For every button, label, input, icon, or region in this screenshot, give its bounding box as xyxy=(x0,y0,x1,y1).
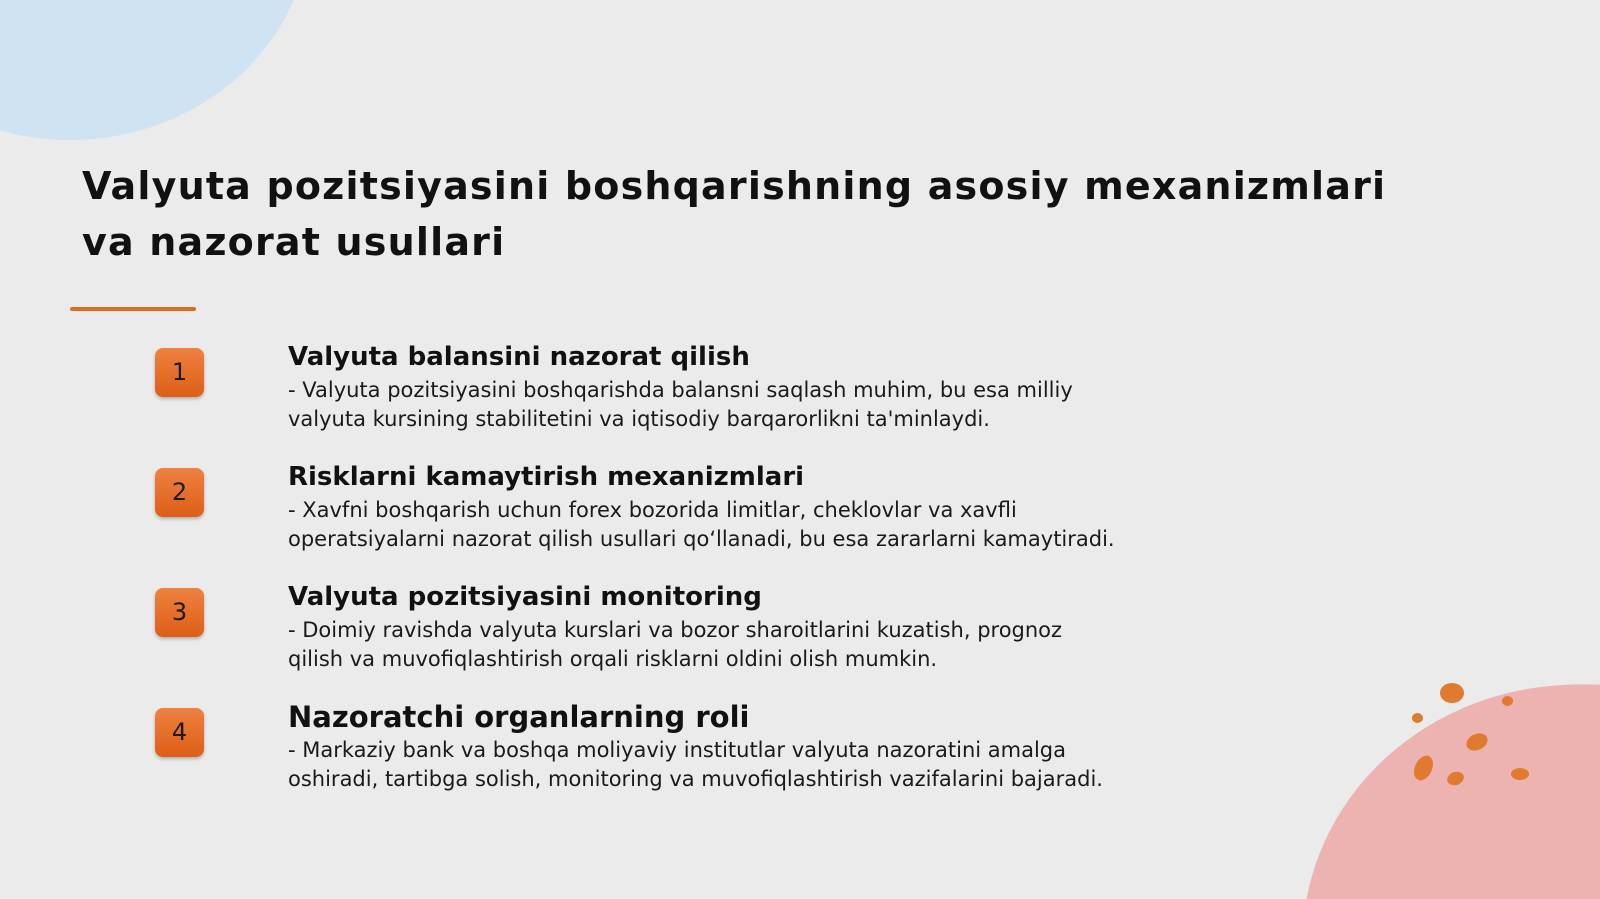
item-heading: Risklarni kamaytirish mexanizmlari xyxy=(288,462,805,492)
number-badge: 2 xyxy=(155,468,204,517)
decorative-dot xyxy=(1440,683,1464,703)
decorative-blue-blob xyxy=(0,0,310,140)
item-description: - Valyuta pozitsiyasini boshqarishda balansni saqlash muhim, bu esa milliy valyuta kursining stabilitetini va iqtisodiy barqarorlikni ta'minlaydi. xyxy=(288,378,1073,431)
decorative-dot xyxy=(1502,696,1513,706)
decorative-dot xyxy=(1511,768,1529,780)
decorative-dot xyxy=(1412,713,1423,723)
number-badge: 3 xyxy=(155,588,204,637)
title-underline xyxy=(70,307,196,311)
number-badge: 1 xyxy=(155,348,204,397)
decorative-pink-blob xyxy=(1270,647,1600,899)
item-description: - Doimiy ravishda valyuta kurslari va bozor sharoitlarini kuzatish, prognoz qilish va muvofiqlashtirish orqali risklarni oldini olish mumkin. xyxy=(288,618,1063,671)
item-description: - Markaziy bank va boshqa moliyaviy institutlar valyuta nazoratini amalga oshiradi, tartibga solish, monitoring va muvofiqlashtirish vazifalarini bajaradi. xyxy=(288,738,1103,791)
item-description: - Xavfni boshqarish uchun forex bozorida limitlar, cheklovlar va xavfli operatsiyalarni nazorat qilish usullari qo‘llanadi, bu esa zararlarni kamaytiradi. xyxy=(288,498,1115,551)
slide-title: Valyuta pozitsiyasini boshqarishning asosiy mexanizmlari va nazorat usullari xyxy=(82,164,1387,264)
item-heading: Valyuta pozitsiyasini monitoring xyxy=(288,582,762,612)
item-heading: Valyuta balansini nazorat qilish xyxy=(288,342,750,372)
number-badge: 4 xyxy=(155,708,204,757)
item-heading: Nazoratchi organlarning roli xyxy=(288,700,750,734)
